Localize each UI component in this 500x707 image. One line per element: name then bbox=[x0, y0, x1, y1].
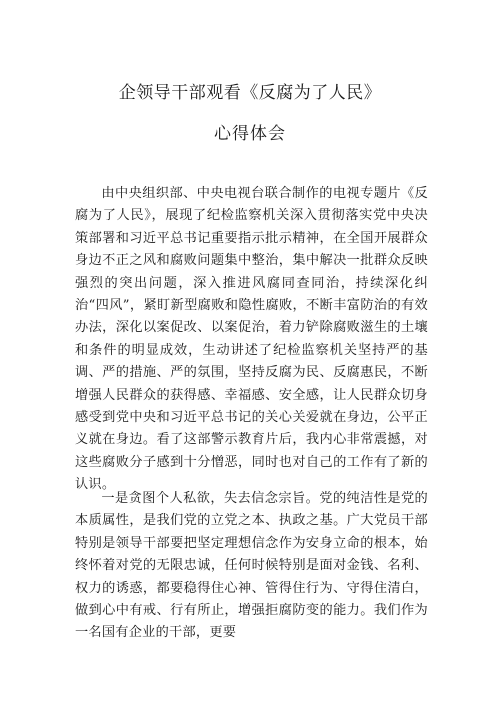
document-subtitle: 心得体会 bbox=[214, 124, 286, 144]
document-title: 企领导干部观看《反腐为了人民》 bbox=[118, 83, 382, 103]
paragraph-point-one: 一是贪图个人私欲，失去信念宗旨。党的纯洁性是党的本质属性，是我们党的立党之本、执政之基。广大党员干部特别是领导干部要把坚定理想信念作为安身立命的根本，始终怀着对党的无限忠诚，任何时候特别是面对金钱、名利、权力的诱惑，都要稳得住心神、管得住行为、守得住清白，做到心中有戒、行有所止，增强拒腐防变的能力。我们作为一名国有企业的干部，更要 bbox=[75, 491, 428, 641]
paragraph-intro: 由中央组织部、中央电视台联合制作的电视专题片《反腐为了人民》，展现了纪检监察机关深入贯彻落实党中央决策部署和习近平总书记重要指示批示精神，在全国开展群众身边不正之风和腐败问题集中整治，集中解决一批群众反映强烈的突出问题，深入推进风腐同查同治，持续深化纠治“四风”，紧盯新型腐败和隐性腐败，不断丰富防治的有效办法，深化以案促改、以案促治，着力铲除腐败滋生的土壤和条件的明显成效，生动讲述了纪检监察机关坚持严的基调、严的措施、严的氛围，坚持反腐为民、反腐惠民，不断增强人民群众的获得感、幸福感、安全感，让人民群众切身感受到党中央和习近平总书记的关心关爱就在身边，公平正义就在身边。看了这部警示教育片后，我内心非常震撼，对这些腐败分子感到十分憎恶，同时也对自己的工作有了新的认识。 bbox=[75, 186, 428, 493]
